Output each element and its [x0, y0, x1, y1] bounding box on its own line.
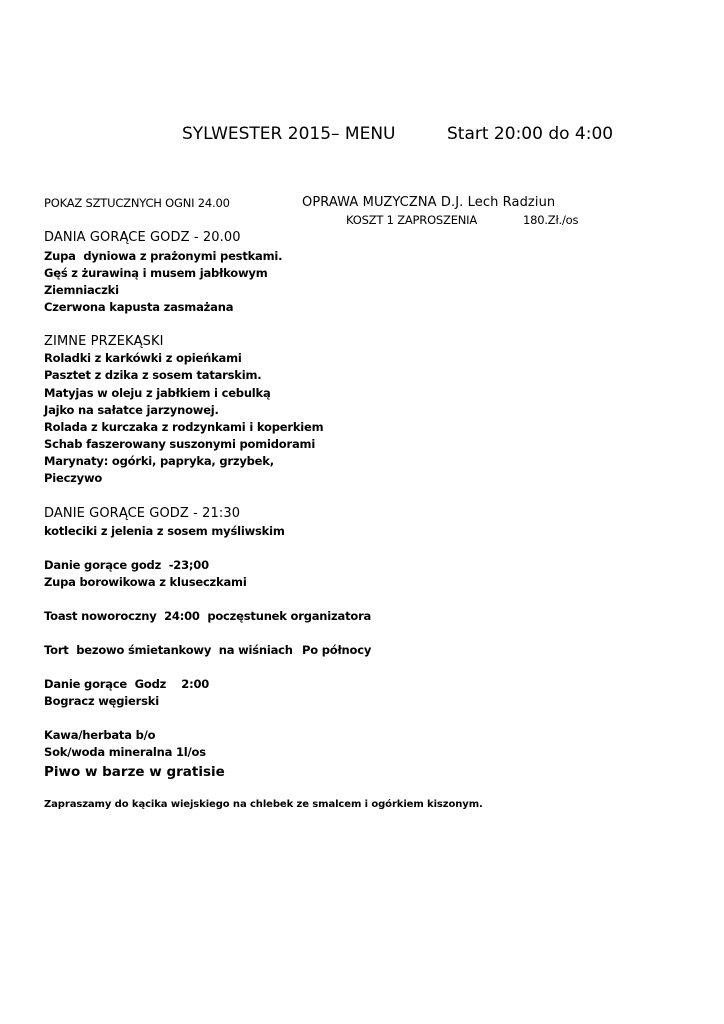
cake-time: Po północy — [302, 643, 372, 657]
menu-item: Zupa dyniowa z prażonymi pestkami. — [44, 249, 283, 263]
fireworks-info: POKAZ SZTUCZNYCH OGNI 24.00 — [44, 196, 230, 210]
section-header-hot-200: Danie gorące Godz 2:00 — [44, 677, 210, 691]
menu-item: Bogracz węgierski — [44, 694, 159, 708]
cost-label: KOSZT 1 ZAPROSZENIA — [346, 213, 478, 227]
cost-value: 180.Zł./os — [523, 213, 579, 227]
toast-line: Toast noworoczny 24:00 poczęstunek organizatora — [44, 609, 372, 623]
menu-item: Zupa borowikowa z kluseczkami — [44, 575, 247, 589]
menu-item: Pieczywo — [44, 471, 103, 485]
drink-item: Sok/woda mineralna 1l/os — [44, 745, 206, 759]
menu-item: Rolada z kurczaka z rodzynkami i koperkiem — [44, 420, 324, 434]
cake-item: Tort bezowo śmietankowy na wiśniach — [44, 643, 293, 657]
menu-item: Czerwona kapusta zasmażana — [44, 300, 234, 314]
drink-item: Kawa/herbata b/o — [44, 728, 156, 742]
section-header-hot-2130: DANIE GORĄCE GODZ - 21:30 — [44, 506, 241, 521]
menu-item: Ziemniaczki — [44, 283, 119, 297]
menu-item: kotleciki z jelenia z sosem myśliwskim — [44, 524, 285, 538]
menu-item: Gęś z żurawiną i musem jabłkowym — [44, 266, 268, 280]
section-header-cold: ZIMNE PRZEKĄSKI — [44, 334, 164, 349]
section-header-hot-20: DANIA GORĄCE GODZ - 20.00 — [44, 230, 241, 245]
beer-line: Piwo w barze w gratisie — [44, 764, 225, 780]
menu-item: Jajko na sałatce jarzynowej. — [44, 403, 219, 417]
section-header-hot-2300: Danie gorące godz -23;00 — [44, 558, 209, 572]
music-info: OPRAWA MUZYCZNA D.J. Lech Radziun — [302, 195, 556, 210]
menu-item: Pasztet z dzika z sosem tatarskim. — [44, 368, 262, 382]
footer-note: Zapraszamy do kącika wiejskiego na chlebek ze smalcem i ogórkiem kiszonym. — [44, 799, 483, 810]
start-time-title: Start 20:00 do 4:00 — [447, 124, 614, 144]
menu-title: SYLWESTER 2015– MENU — [182, 124, 396, 144]
menu-item: Roladki z karkówki z opieńkami — [44, 351, 242, 365]
menu-item: Matyjas w oleju z jabłkiem i cebulką — [44, 386, 271, 400]
menu-item: Schab faszerowany suszonymi pomidorami — [44, 437, 316, 451]
menu-item: Marynaty: ogórki, papryka, grzybek, — [44, 454, 274, 468]
